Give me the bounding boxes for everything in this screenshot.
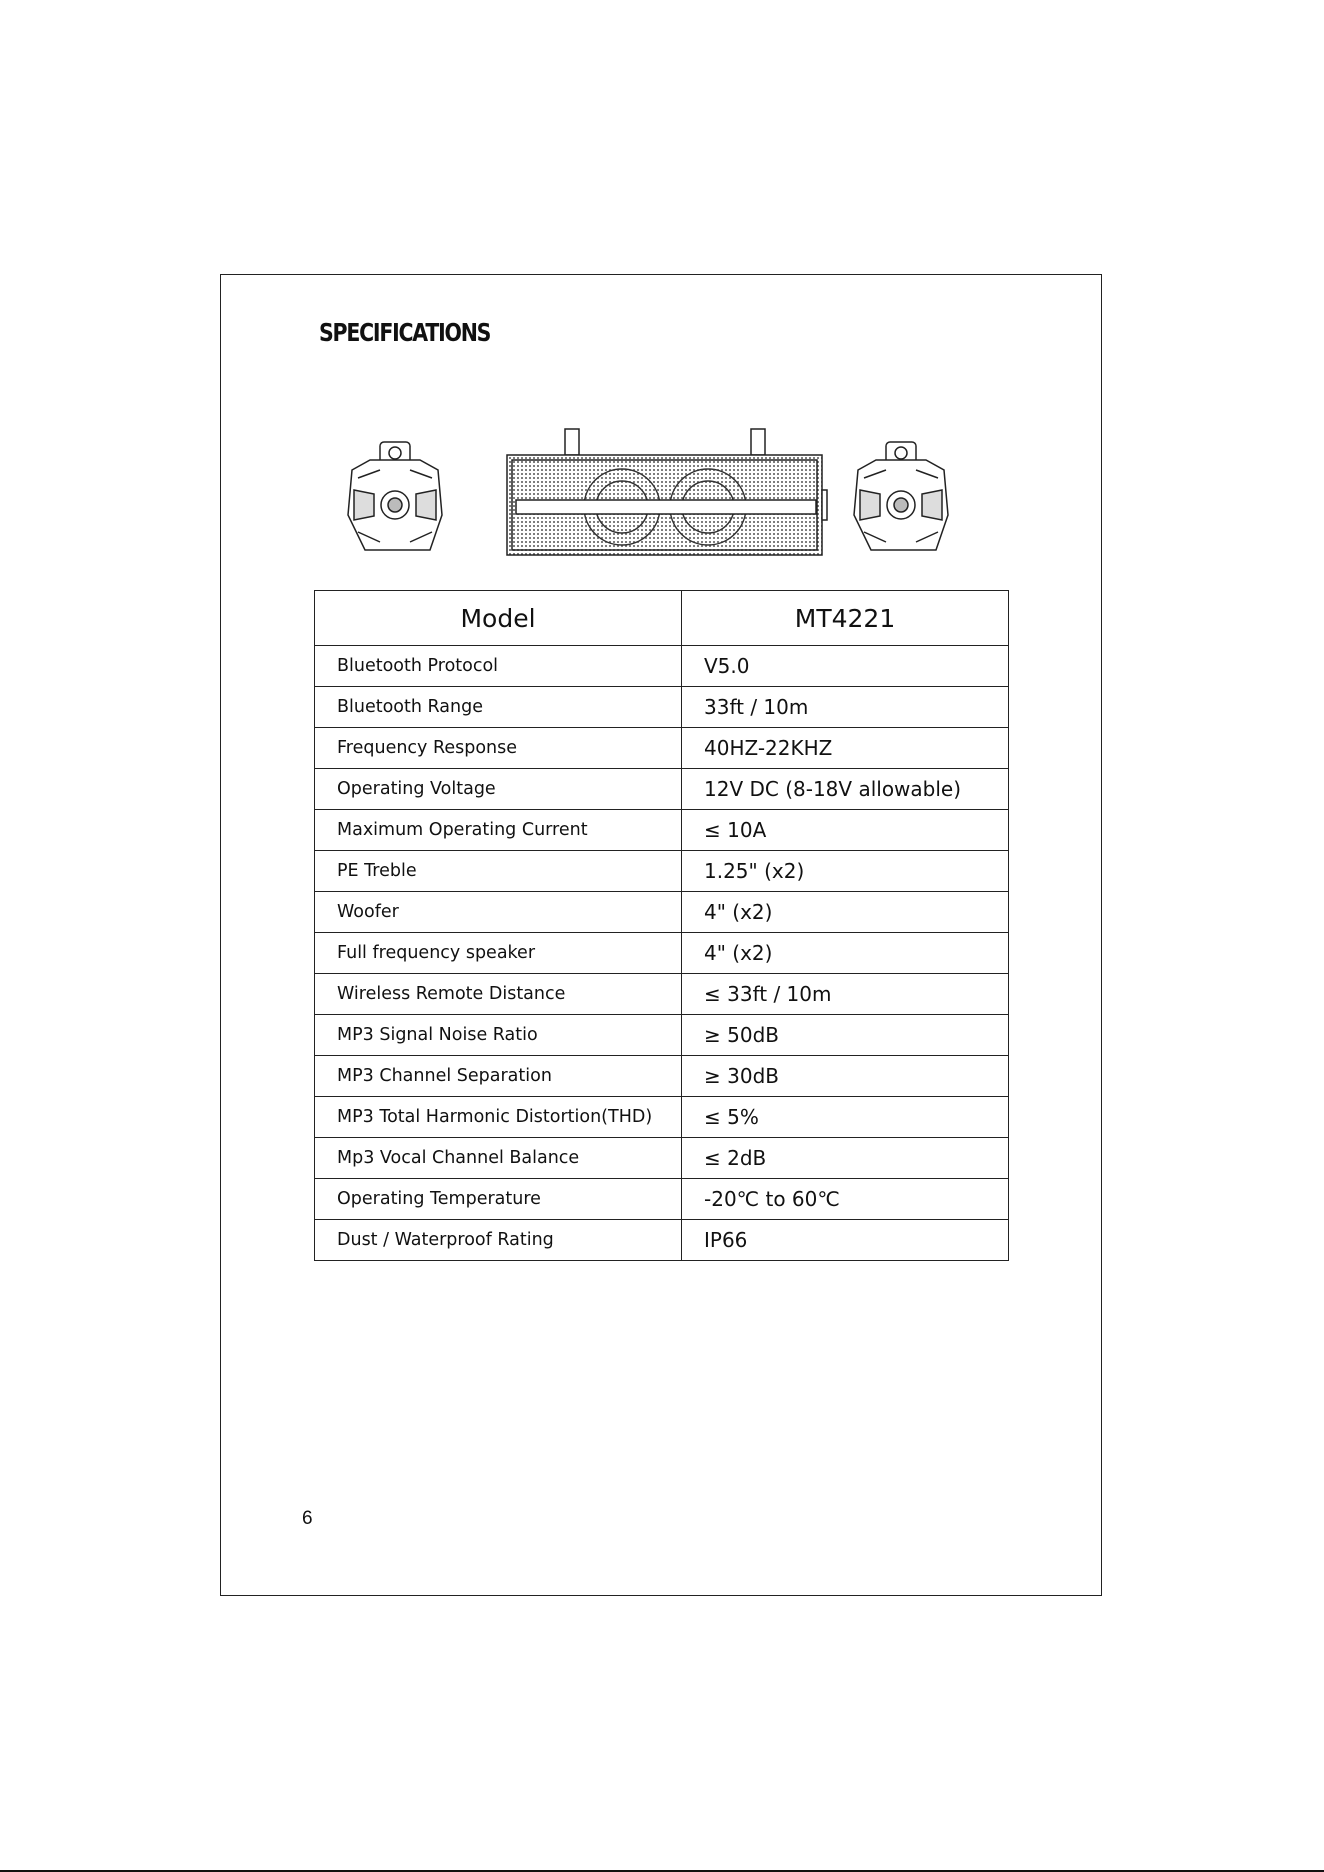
spec-label: Dust / Waterproof Rating bbox=[315, 1220, 682, 1261]
table-row bbox=[315, 1015, 1009, 1056]
spec-value: ≥ 30dB bbox=[682, 1056, 1009, 1097]
table-row bbox=[315, 687, 1009, 728]
spec-label: Woofer bbox=[315, 892, 682, 933]
spec-value: ≤ 2dB bbox=[682, 1138, 1009, 1179]
table-header-row bbox=[315, 591, 1009, 646]
spec-value: ≤ 10A bbox=[682, 810, 1009, 851]
spec-label: Frequency Response bbox=[315, 728, 682, 769]
table-row bbox=[315, 1179, 1009, 1220]
spec-value: -20℃ to 60℃ bbox=[682, 1179, 1009, 1220]
spec-label: MP3 Signal Noise Ratio bbox=[315, 1015, 682, 1056]
specifications-table bbox=[314, 590, 1009, 1261]
center-bar-speaker-icon bbox=[507, 429, 827, 555]
spec-value: 12V DC (8-18V allowable) bbox=[682, 769, 1009, 810]
table-row bbox=[315, 1056, 1009, 1097]
table-row bbox=[315, 769, 1009, 810]
spec-label: Bluetooth Protocol bbox=[315, 646, 682, 687]
table-row bbox=[315, 646, 1009, 687]
table-row bbox=[315, 851, 1009, 892]
spec-value: 1.25" (x2) bbox=[682, 851, 1009, 892]
right-pod-speaker-icon bbox=[854, 442, 948, 550]
spec-label: Operating Temperature bbox=[315, 1179, 682, 1220]
spec-label: MP3 Channel Separation bbox=[315, 1056, 682, 1097]
page-number: 6 bbox=[302, 1508, 313, 1529]
table-row bbox=[315, 728, 1009, 769]
spec-value: ≤ 33ft / 10m bbox=[682, 974, 1009, 1015]
spec-value: 33ft / 10m bbox=[682, 687, 1009, 728]
table-row bbox=[315, 933, 1009, 974]
spec-label: PE Treble bbox=[315, 851, 682, 892]
spec-value: 40HZ-22KHZ bbox=[682, 728, 1009, 769]
model-label: Model bbox=[315, 591, 682, 646]
spec-label: Mp3 Vocal Channel Balance bbox=[315, 1138, 682, 1179]
table-row bbox=[315, 892, 1009, 933]
table-row bbox=[315, 974, 1009, 1015]
spec-value: 4" (x2) bbox=[682, 933, 1009, 974]
spec-label: Wireless Remote Distance bbox=[315, 974, 682, 1015]
page-title: SPECIFICATIONS bbox=[319, 318, 491, 347]
left-pod-speaker-icon bbox=[348, 442, 442, 550]
spec-label: Maximum Operating Current bbox=[315, 810, 682, 851]
spec-label: Full frequency speaker bbox=[315, 933, 682, 974]
spec-label: Bluetooth Range bbox=[315, 687, 682, 728]
spec-value: ≤ 5% bbox=[682, 1097, 1009, 1138]
spec-value: 4" (x2) bbox=[682, 892, 1009, 933]
table-row bbox=[315, 1220, 1009, 1261]
table-row bbox=[315, 1097, 1009, 1138]
spec-label: MP3 Total Harmonic Distortion(THD) bbox=[315, 1097, 682, 1138]
spec-label: Operating Voltage bbox=[315, 769, 682, 810]
speaker-set-illustration bbox=[340, 420, 980, 560]
spec-value: IP66 bbox=[682, 1220, 1009, 1261]
table-row bbox=[315, 1138, 1009, 1179]
model-value: MT4221 bbox=[682, 591, 1009, 646]
spec-value: ≥ 50dB bbox=[682, 1015, 1009, 1056]
table-row bbox=[315, 810, 1009, 851]
spec-value: V5.0 bbox=[682, 646, 1009, 687]
